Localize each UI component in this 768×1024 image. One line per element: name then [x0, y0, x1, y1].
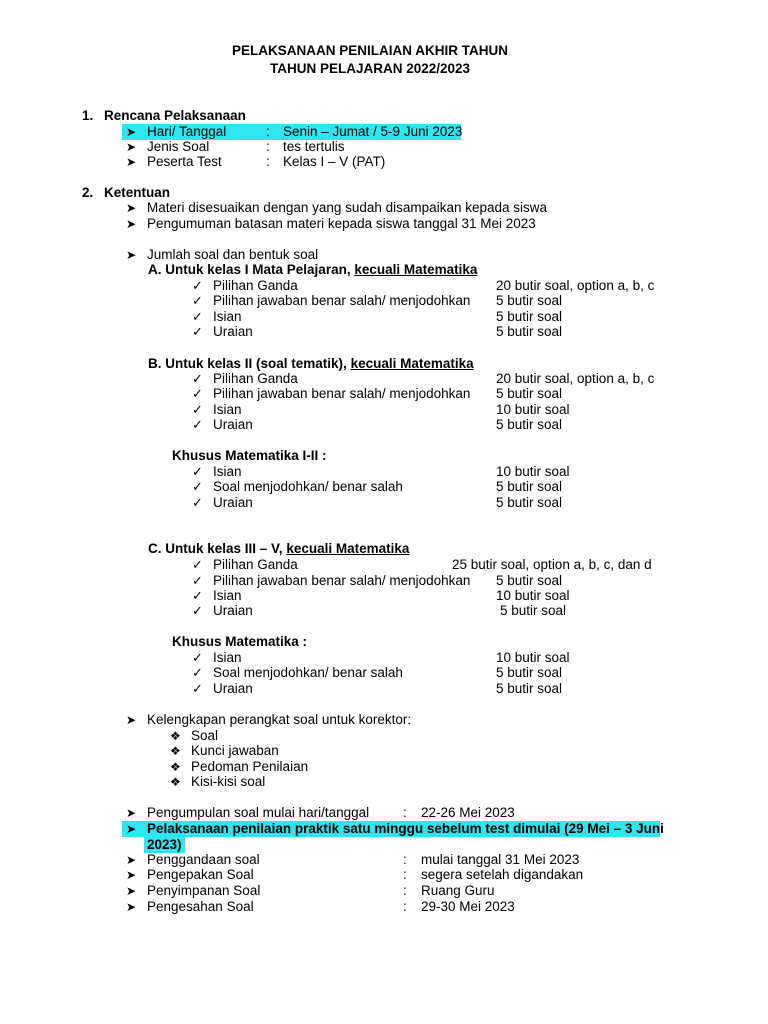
soal-type-label: Isian [213, 464, 242, 479]
check-icon: ✓ [192, 402, 203, 417]
diamond-bullet-icon: ❖ [170, 775, 181, 789]
schedule-sep: : [403, 867, 407, 882]
arrow-bullet-icon: ➤ [126, 155, 137, 169]
schedule-label: Pengesahan Soal [147, 899, 254, 914]
arrow-bullet-icon: ➤ [126, 140, 137, 154]
group-c-heading [148, 541, 409, 557]
check-icon: ✓ [192, 464, 203, 479]
check-icon: ✓ [192, 557, 203, 572]
soal-type-value: 10 butir soal [496, 650, 570, 665]
schedule-label: Penggandaan soal [147, 852, 260, 867]
soal-type-label: Isian [213, 588, 242, 603]
soal-type-label: Soal menjodohkan/ benar salah [213, 479, 403, 494]
section2-number: 2. [82, 185, 94, 200]
check-icon: ✓ [192, 495, 203, 510]
check-icon: ✓ [192, 278, 203, 293]
soal-type-label: Uraian [213, 603, 253, 618]
soal-type-value: 10 butir soal [496, 402, 570, 417]
soal-type-value: 5 butir soal [496, 386, 563, 401]
check-icon: ✓ [192, 573, 203, 588]
kelengkapan-item: Pedoman Penilaian [191, 759, 309, 774]
soal-type-label: Uraian [213, 681, 253, 696]
soal-type-label: Pilihan Ganda [213, 278, 298, 293]
schedule-sep: : [403, 805, 407, 820]
check-icon: ✓ [192, 371, 203, 386]
soal-type-value: 5 butir soal [496, 665, 563, 680]
soal-type-label: Pilihan Ganda [213, 557, 298, 572]
section1-item-value: Senin – Jumat / 5-9 Juni 2023 [283, 124, 463, 139]
kelengkapan-item: Soal [191, 728, 219, 743]
schedule-value: Ruang Guru [421, 883, 495, 898]
check-icon: ✓ [192, 650, 203, 665]
soal-type-value: 25 butir soal, option a, b, c, dan d [452, 557, 652, 572]
soal-type-value: 5 butir soal [496, 324, 563, 339]
schedule-sep: : [403, 883, 407, 898]
check-icon: ✓ [192, 681, 203, 696]
section1-item-label: Hari/ Tanggal [147, 124, 227, 139]
soal-type-value: 5 butir soal [496, 293, 563, 308]
arrow-bullet-icon: ➤ [126, 125, 137, 139]
schedule-sep: : [403, 899, 407, 914]
soal-type-label: Uraian [213, 417, 253, 432]
check-icon: ✓ [192, 293, 203, 308]
schedule-value: mulai tanggal 31 Mei 2023 [421, 852, 580, 867]
section1-item-sep: : [266, 124, 270, 139]
soal-type-value: 5 butir soal [496, 681, 563, 696]
check-icon: ✓ [192, 324, 203, 339]
kelengkapan-label: Kelengkapan perangkat soal untuk korektor: [147, 712, 412, 727]
group-a-heading [148, 262, 477, 278]
diamond-bullet-icon: ❖ [170, 744, 181, 758]
group-a-heading-prefix: A. Untuk kelas I Mata Pelajaran, [148, 262, 351, 277]
schedule-value: segera setelah digandakan [421, 867, 584, 882]
soal-type-label: Isian [213, 650, 242, 665]
document-title-line2: TAHUN PELAJARAN 2022/2023 [269, 61, 471, 76]
khusus-matematika-1-2-heading: Khusus Matematika I-II : [172, 448, 327, 463]
soal-type-value: 10 butir soal [496, 464, 570, 479]
soal-type-label: Pilihan jawaban benar salah/ menjodohkan [213, 386, 471, 401]
section1-number: 1. [82, 108, 94, 123]
document-title-line1: PELAKSANAAN PENILAIAN AKHIR TAHUN [232, 43, 508, 58]
group-a-heading-exception: kecuali Matematika [354, 262, 478, 277]
soal-type-label: Pilihan jawaban benar salah/ menjodohkan [213, 573, 471, 588]
section1-item-value: Kelas I – V (PAT) [283, 154, 386, 169]
section1-item-label: Jenis Soal [147, 139, 210, 154]
schedule-sep: : [403, 852, 407, 867]
check-icon: ✓ [192, 603, 203, 618]
arrow-bullet-icon: ➤ [126, 217, 137, 231]
check-icon: ✓ [192, 386, 203, 401]
section1-heading: Rencana Pelaksanaan [104, 108, 246, 123]
section1-item-sep: : [266, 139, 270, 154]
soal-type-value: 5 butir soal [496, 573, 563, 588]
group-b-heading-prefix: B. Untuk kelas II (soal tematik), [148, 356, 347, 371]
check-icon: ✓ [192, 417, 203, 432]
soal-type-label: Uraian [213, 324, 253, 339]
check-icon: ✓ [192, 309, 203, 324]
group-b-heading [148, 356, 474, 372]
soal-type-value: 5 butir soal [496, 417, 563, 432]
group-b-heading-exception: kecuali Matematika [350, 356, 474, 371]
schedule-label: Pengepakan Soal [147, 867, 254, 882]
soal-type-label: Isian [213, 402, 242, 417]
schedule-value: 29-30 Mei 2023 [421, 899, 515, 914]
diamond-bullet-icon: ❖ [170, 760, 181, 774]
soal-type-value: 5 butir soal [496, 479, 563, 494]
soal-type-label: Pilihan jawaban benar salah/ menjodohkan [213, 293, 471, 308]
soal-type-value: 20 butir soal, option a, b, c [496, 278, 655, 293]
check-icon: ✓ [192, 665, 203, 680]
soal-type-value: 5 butir soal [500, 603, 567, 618]
ketentuan-item: Materi disesuaikan dengan yang sudah disampaikan kepada siswa [147, 200, 548, 215]
arrow-bullet-icon: ➤ [126, 713, 137, 727]
kelengkapan-item: Kisi-kisi soal [191, 774, 266, 789]
diamond-bullet-icon: ❖ [170, 729, 181, 743]
schedule-value: 22-26 Mei 2023 [421, 805, 515, 820]
soal-type-value: 5 butir soal [496, 309, 563, 324]
arrow-bullet-icon: ➤ [126, 853, 137, 867]
praktik-line1: Pelaksanaan penilaian praktik satu minggu sebelum test dimulai (29 Mei – 3 Juni [147, 821, 664, 836]
soal-type-label: Isian [213, 309, 242, 324]
arrow-bullet-icon: ➤ [126, 868, 137, 882]
arrow-bullet-icon: ➤ [126, 248, 137, 262]
ketentuan-item: Pengumuman batasan materi kepada siswa tanggal 31 Mei 2023 [147, 216, 536, 231]
soal-type-label: Soal menjodohkan/ benar salah [213, 665, 403, 680]
group-c-heading-prefix: C. Untuk kelas III – V, [148, 541, 283, 556]
schedule-label: Pengumpulan soal mulai hari/tanggal [147, 805, 370, 820]
arrow-bullet-icon: ➤ [126, 822, 137, 836]
section2-heading: Ketentuan [104, 185, 171, 200]
arrow-bullet-icon: ➤ [126, 900, 137, 914]
section1-item-sep: : [266, 154, 270, 169]
soal-type-value: 10 butir soal [496, 588, 570, 603]
check-icon: ✓ [192, 479, 203, 494]
khusus-matematika-heading: Khusus Matematika : [172, 634, 308, 649]
arrow-bullet-icon: ➤ [126, 806, 137, 820]
schedule-label: Penyimpanan Soal [147, 883, 261, 898]
soal-type-label: Uraian [213, 495, 253, 510]
kelengkapan-item: Kunci jawaban [191, 743, 279, 758]
arrow-bullet-icon: ➤ [126, 884, 137, 898]
section1-item-label: Peserta Test [147, 154, 222, 169]
praktik-line2: 2023) [147, 837, 182, 852]
soal-type-label: Pilihan Ganda [213, 371, 298, 386]
jumlah-soal-label: Jumlah soal dan bentuk soal [147, 247, 319, 262]
soal-type-value: 5 butir soal [496, 495, 563, 510]
check-icon: ✓ [192, 588, 203, 603]
soal-type-value: 20 butir soal, option a, b, c [496, 371, 655, 386]
arrow-bullet-icon: ➤ [126, 201, 137, 215]
section1-item-value: tes tertulis [283, 139, 345, 154]
group-c-heading-exception: kecuali Matematika [286, 541, 410, 556]
